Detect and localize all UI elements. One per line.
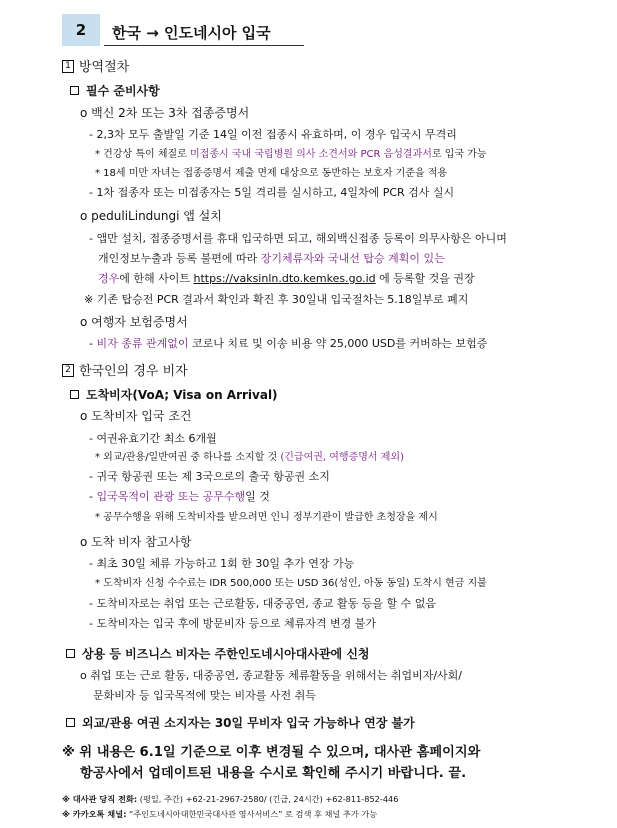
s1-title: 방역절차 [79,60,130,75]
notice-line-2: 항공사에서 업데이트된 내용을 수시로 확인해 주시기 바랍니다. 끝. [80,766,467,781]
s2-item-conditions-c: - 귀국 항공권 또는 제 3국으로의 출국 항공권 소지 [89,470,330,483]
s1-item-insurance-a: - 비자 종류 관계없이 코로나 치료 및 이송 비용 약 25,000 USD를 커버하는 보험증 [89,337,488,350]
s2-diplomatic: 외교/관용 여권 소지자는 30일 무비자 입국 가능하나 연장 불가 [66,717,415,729]
s2-item-conditions-b: * 외교/관용/일반여권 중 하나를 소지할 것 (긴급여권, 여행증명서 제외) [95,452,404,463]
section-header [62,14,304,46]
s2-heading [62,365,188,378]
s2-number-box: 2 [62,364,74,377]
checkbox-square-icon [66,649,75,658]
header-underline [104,45,304,46]
s1-subheading: 필수 준비사항 [70,85,160,97]
section-title: 한국 → 인도네시아 입국 [112,24,271,42]
s2-item-notes: o 도착 비자 참고사항 [80,535,192,549]
s1-item-app-a: - 앱만 설치, 접종증명서를 휴대 입국하면 되고, 해외백신접종 등록이 의무사항은 아니며 [89,232,507,245]
s2-item-notes-d: - 도착비자는 입국 후에 방문비자 등으로 체류자격 변경 불가 [89,617,376,630]
s1-item-insurance: o 여행자 보험증명서 [80,315,188,329]
s1-item-app-b: 개인정보누출과 등록 불편에 따라 장기체류자와 국내선 탑승 계획이 있는 [98,252,445,265]
notice-line-1: ※ 위 내용은 6.1일 기준으로 이후 변경될 수 있으며, 대사관 홈페이지와 [62,745,481,760]
s1-item-app-c: 경우에 한해 사이트 https://vaksinln.dto.kemkes.go.id 에 등록할 것을 권장 [98,272,475,285]
s2-subheading: 도착비자(VoA; Visa on Arrival) [70,389,278,401]
s2-business-a: o 취업 또는 근로 활동, 대중공연, 종교활동 체류활동을 위해서는 취업비자/사회/ [80,669,463,682]
s1-number-box: 1 [62,60,74,73]
checkbox-square-icon [66,718,75,727]
s1-item-app-note: ※ 기존 탑승전 PCR 결과서 확인과 확진 후 30일내 입국절차는 5.18일부로 폐지 [84,293,469,306]
section-number: 2 [62,14,100,46]
s1-item-vaccine-d: - 1차 접종자 또는 미접종자는 5일 격리를 실시하고, 4일차에 PCR 검사 실시 [89,186,455,199]
s2-item-notes-b: * 도착비자 신청 수수료는 IDR 500,000 또는 USD 36(성인, 아동 동일) 도착시 현금 지불 [95,578,487,589]
s2-item-conditions: o 도착비자 입국 조건 [80,409,192,423]
s1-item-vaccine-c: * 18세 미만 자녀는 접종증명서 제출 면제 대상으로 동반하는 보호자 기준을 적용 [95,168,448,179]
s2-item-conditions-e: * 공무수행을 위해 도착비자를 받으려면 인니 정부기관이 발급한 초청장을 제시 [95,512,438,523]
s1-item-vaccine-a: - 2,3차 모두 출발일 기준 14일 이전 접종시 유효하며, 이 경우 입국시 무격리 [89,128,457,141]
s2-business-visa: 상용 등 비즈니스 비자는 주한인도네시아대사관에 신청 [66,648,370,660]
s1-item-vaccine: o 백신 2차 또는 3차 접종증명서 [80,106,250,120]
s1-item-vaccine-b: * 건강상 특이 체질로 미접종시 국내 국립병원 의사 소견서와 PCR 음성결과서로 입국 가능 [95,149,487,160]
footer-kakao: ※ 카카오톡 채널: “주인도네시아대한민국대사관 영사서비스” 로 검색 후 채널 추가 가능 [62,809,378,819]
s2-item-notes-c: - 도착비자로는 취업 또는 근로활동, 대중공연, 종교 활동 등을 할 수 없음 [89,597,436,610]
checkbox-square-icon [70,390,79,399]
s2-item-notes-a: - 최초 30일 체류 가능하고 1회 한 30일 추가 연장 가능 [89,557,355,570]
footer-phone: ※ 대사관 당직 전화: (평일, 주간) +62-21-2967-2580/ (긴급, 24시간) +62-811-852-446 [62,794,399,804]
s1-heading [62,61,129,74]
s2-title: 한국인의 경우 비자 [79,364,188,379]
s1-item-app: o peduliLindungi 앱 설치 [80,209,222,223]
registration-link[interactable]: https://vaksinln.dto.kemkes.go.id [193,272,376,285]
s2-item-conditions-a: - 여권유효기간 최소 6개월 [89,432,217,445]
s2-item-conditions-d: - 입국목적이 관광 또는 공무수행일 것 [89,490,270,503]
checkbox-square-icon [70,86,79,95]
s2-business-b: 문화비자 등 입국목적에 맞는 비자를 사전 취득 [93,689,316,702]
